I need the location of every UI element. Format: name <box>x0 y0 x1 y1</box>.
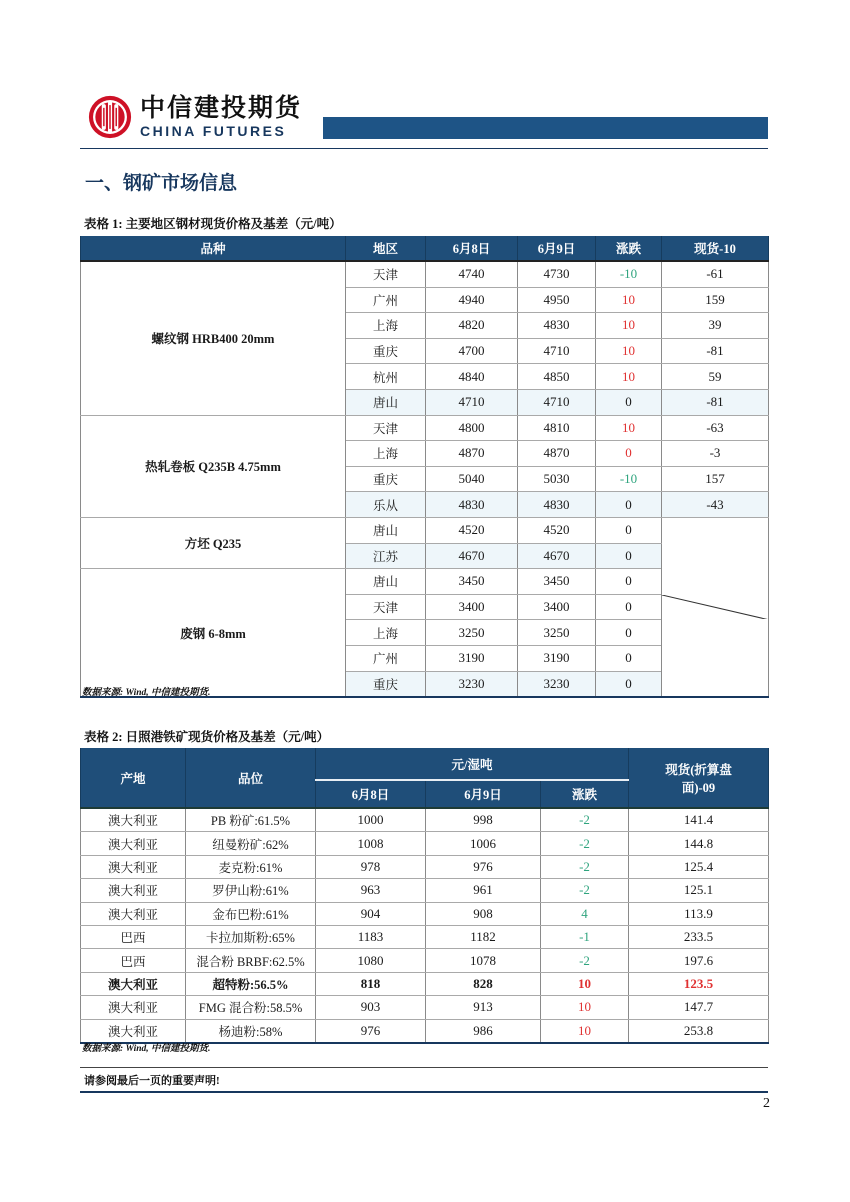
citic-logo-icon <box>88 95 132 139</box>
basis-cell: -3 <box>662 441 769 467</box>
table-row <box>81 996 769 1019</box>
change-cell: 10 <box>541 996 629 1019</box>
region-cell: 江苏 <box>346 543 426 569</box>
price-d9-cell: 961 <box>426 879 541 902</box>
origin-cell: 澳大利亚 <box>81 996 186 1019</box>
grade-cell: 麦克粉:61% <box>186 855 316 878</box>
price-d9-cell: 3190 <box>518 645 596 671</box>
table-row <box>81 832 769 855</box>
basis-cell: 147.7 <box>629 996 769 1019</box>
price-d9-cell: 4670 <box>518 543 596 569</box>
table-row <box>81 517 769 543</box>
product-name-cell: 热轧卷板 Q235B 4.75mm <box>81 415 346 517</box>
price-d8-cell: 3400 <box>426 594 518 620</box>
change-cell: 0 <box>596 492 662 518</box>
price-d8-cell: 4700 <box>426 338 518 364</box>
company-name-en: CHINA FUTURES <box>140 123 287 139</box>
price-d9-cell: 3230 <box>518 671 596 697</box>
price-d8-cell: 4820 <box>426 313 518 339</box>
price-d8-cell: 903 <box>316 996 426 1019</box>
change-cell: -2 <box>541 879 629 902</box>
change-cell: 10 <box>596 364 662 390</box>
price-d8-cell: 978 <box>316 855 426 878</box>
table-row <box>81 808 769 832</box>
price-d8-cell: 904 <box>316 902 426 925</box>
price-d8-cell: 1080 <box>316 949 426 972</box>
basis-cell: -81 <box>662 389 769 415</box>
origin-cell: 澳大利亚 <box>81 1019 186 1043</box>
table2-unit-header: 元/湿吨 <box>316 748 629 780</box>
basis-cell: 159 <box>662 287 769 313</box>
price-d9-cell: 4830 <box>518 313 596 339</box>
table2-title: 表格 2: 日照港铁矿现货价格及基差（元/吨） <box>84 730 330 744</box>
table-row <box>81 415 769 441</box>
region-cell: 广州 <box>346 645 426 671</box>
table1-title: 表格 1: 主要地区钢材现货价格及基差（元/吨） <box>84 217 342 231</box>
table2-body <box>81 808 769 1043</box>
basis-cell: -61 <box>662 261 769 287</box>
change-cell: 0 <box>596 645 662 671</box>
region-cell: 乐从 <box>346 492 426 518</box>
price-d9-cell: 4520 <box>518 517 596 543</box>
change-cell: -10 <box>596 261 662 287</box>
table2-source: 数据来源: Wind, 中信建投期货. <box>82 1044 211 1054</box>
basis-cell: 113.9 <box>629 902 769 925</box>
price-d8-cell: 1008 <box>316 832 426 855</box>
table-row <box>81 972 769 995</box>
empty-diagonal-cell <box>662 517 769 697</box>
change-cell: 10 <box>596 338 662 364</box>
price-d9-cell: 4950 <box>518 287 596 313</box>
basis-cell: 59 <box>662 364 769 390</box>
price-d8-cell: 976 <box>316 1019 426 1043</box>
company-brand <box>88 95 302 139</box>
price-d8-cell: 4740 <box>426 261 518 287</box>
header-banner-bar <box>323 117 768 139</box>
price-d8-cell: 4830 <box>426 492 518 518</box>
change-cell: 0 <box>596 569 662 595</box>
price-d8-cell: 1000 <box>316 808 426 832</box>
footer-divider-thin <box>80 1067 768 1068</box>
company-name <box>140 96 302 138</box>
grade-cell: 卡拉加斯粉:65% <box>186 925 316 948</box>
price-d8-cell: 3190 <box>426 645 518 671</box>
change-cell: 10 <box>596 415 662 441</box>
table1-col-header: 涨跌 <box>596 236 662 261</box>
origin-cell: 澳大利亚 <box>81 855 186 878</box>
price-d9-cell: 5030 <box>518 466 596 492</box>
basis-cell: 144.8 <box>629 832 769 855</box>
price-d9-cell: 1078 <box>426 949 541 972</box>
change-cell: 10 <box>541 1019 629 1043</box>
change-cell: 0 <box>596 517 662 543</box>
change-cell: 0 <box>596 389 662 415</box>
steel-price-table <box>80 236 769 698</box>
table2-header <box>81 748 769 808</box>
basis-cell: 233.5 <box>629 925 769 948</box>
page-number: 2 <box>763 1096 770 1111</box>
change-cell: 4 <box>541 902 629 925</box>
table1-col-header: 地区 <box>346 236 426 261</box>
price-d8-cell: 3230 <box>426 671 518 697</box>
origin-cell: 澳大利亚 <box>81 902 186 925</box>
region-cell: 唐山 <box>346 569 426 595</box>
price-d9-cell: 4850 <box>518 364 596 390</box>
basis-cell: -63 <box>662 415 769 441</box>
region-cell: 天津 <box>346 261 426 287</box>
price-d8-cell: 963 <box>316 879 426 902</box>
basis-cell: 141.4 <box>629 808 769 832</box>
table2-origin-header: 产地 <box>81 748 186 808</box>
price-d8-cell: 818 <box>316 972 426 995</box>
table2-grade-header: 品位 <box>186 748 316 808</box>
grade-cell: 混合粉 BRBF:62.5% <box>186 949 316 972</box>
price-d9-cell: 976 <box>426 855 541 878</box>
origin-cell: 巴西 <box>81 949 186 972</box>
price-d8-cell: 4870 <box>426 441 518 467</box>
price-d9-cell: 4710 <box>518 389 596 415</box>
price-d8-cell: 1183 <box>316 925 426 948</box>
price-d8-cell: 4800 <box>426 415 518 441</box>
change-cell: 0 <box>596 543 662 569</box>
change-cell: -1 <box>541 925 629 948</box>
origin-cell: 澳大利亚 <box>81 879 186 902</box>
price-d9-cell: 986 <box>426 1019 541 1043</box>
price-d8-cell: 4670 <box>426 543 518 569</box>
basis-cell: 125.1 <box>629 879 769 902</box>
grade-cell: 杨迪粉:58% <box>186 1019 316 1043</box>
price-d8-cell: 4940 <box>426 287 518 313</box>
origin-cell: 澳大利亚 <box>81 832 186 855</box>
price-d8-cell: 4710 <box>426 389 518 415</box>
table1-col-header: 现货-10 <box>662 236 769 261</box>
change-cell: 0 <box>596 441 662 467</box>
region-cell: 天津 <box>346 594 426 620</box>
table1-body <box>81 261 769 697</box>
basis-cell: 253.8 <box>629 1019 769 1043</box>
table-row <box>81 925 769 948</box>
price-d9-cell: 4870 <box>518 441 596 467</box>
origin-cell: 澳大利亚 <box>81 808 186 832</box>
price-d9-cell: 828 <box>426 972 541 995</box>
product-name-cell: 螺纹钢 HRB400 20mm <box>81 261 346 415</box>
table1-col-header: 6月8日 <box>426 236 518 261</box>
price-d9-cell: 913 <box>426 996 541 1019</box>
table2-d8-header: 6月8日 <box>316 780 426 808</box>
grade-cell: FMG 混合粉:58.5% <box>186 996 316 1019</box>
table2-basis-header <box>629 748 769 808</box>
table1-col-header: 品种 <box>81 236 346 261</box>
basis-cell: 197.6 <box>629 949 769 972</box>
change-cell: 0 <box>596 620 662 646</box>
region-cell: 上海 <box>346 441 426 467</box>
change-cell: -2 <box>541 855 629 878</box>
region-cell: 上海 <box>346 313 426 339</box>
change-cell: 10 <box>541 972 629 995</box>
grade-cell: 纽曼粉矿:62% <box>186 832 316 855</box>
basis-cell: 125.4 <box>629 855 769 878</box>
price-d9-cell: 3250 <box>518 620 596 646</box>
price-d9-cell: 908 <box>426 902 541 925</box>
basis-cell: 157 <box>662 466 769 492</box>
basis-cell: 39 <box>662 313 769 339</box>
table-row <box>81 902 769 925</box>
price-d9-cell: 4810 <box>518 415 596 441</box>
price-d8-cell: 3250 <box>426 620 518 646</box>
grade-cell: 超特粉:56.5% <box>186 972 316 995</box>
product-name-cell: 方坯 Q235 <box>81 517 346 568</box>
change-cell: 0 <box>596 594 662 620</box>
table2-chg-header: 涨跌 <box>541 780 629 808</box>
price-d9-cell: 3400 <box>518 594 596 620</box>
region-cell: 重庆 <box>346 671 426 697</box>
iron-ore-price-table <box>80 748 769 1044</box>
table-row <box>81 855 769 878</box>
header-divider <box>80 148 768 149</box>
change-cell: -2 <box>541 949 629 972</box>
table1-source: 数据来源: Wind, 中信建投期货. <box>82 688 211 698</box>
table2-basis-header-line2: 面)-09 <box>681 780 716 795</box>
region-cell: 唐山 <box>346 389 426 415</box>
footer-disclaimer: 请参阅最后一页的重要声明! <box>84 1075 220 1087</box>
table1-col-header: 6月9日 <box>518 236 596 261</box>
price-d9-cell: 4710 <box>518 338 596 364</box>
price-d8-cell: 3450 <box>426 569 518 595</box>
region-cell: 天津 <box>346 415 426 441</box>
change-cell: 10 <box>596 287 662 313</box>
origin-cell: 巴西 <box>81 925 186 948</box>
price-d9-cell: 1182 <box>426 925 541 948</box>
table-row <box>81 949 769 972</box>
region-cell: 重庆 <box>346 338 426 364</box>
footer-divider-thick <box>80 1091 768 1093</box>
region-cell: 杭州 <box>346 364 426 390</box>
table-row <box>81 879 769 902</box>
price-d8-cell: 4520 <box>426 517 518 543</box>
region-cell: 唐山 <box>346 517 426 543</box>
region-cell: 重庆 <box>346 466 426 492</box>
diagonal-strike-line <box>662 595 768 620</box>
table2-basis-header-line1: 现货(折算盘 <box>665 762 732 777</box>
table1-header <box>81 236 769 261</box>
price-d9-cell: 1006 <box>426 832 541 855</box>
change-cell: 0 <box>596 671 662 697</box>
basis-cell: -81 <box>662 338 769 364</box>
company-name-cn: 中信建投期货 <box>140 95 303 122</box>
origin-cell: 澳大利亚 <box>81 972 186 995</box>
change-cell: -2 <box>541 832 629 855</box>
region-cell: 上海 <box>346 620 426 646</box>
grade-cell: 金布巴粉:61% <box>186 902 316 925</box>
table2-d9-header: 6月9日 <box>426 780 541 808</box>
price-d9-cell: 998 <box>426 808 541 832</box>
section-title: 一、钢矿市场信息 <box>85 173 238 194</box>
grade-cell: PB 粉矿:61.5% <box>186 808 316 832</box>
change-cell: -10 <box>596 466 662 492</box>
basis-cell: 123.5 <box>629 972 769 995</box>
change-cell: 10 <box>596 313 662 339</box>
price-d8-cell: 4840 <box>426 364 518 390</box>
price-d9-cell: 4830 <box>518 492 596 518</box>
basis-cell: -43 <box>662 492 769 518</box>
table-row <box>81 261 769 287</box>
change-cell: -2 <box>541 808 629 832</box>
price-d9-cell: 3450 <box>518 569 596 595</box>
product-name-cell: 废钢 6-8mm <box>81 569 346 697</box>
region-cell: 广州 <box>346 287 426 313</box>
grade-cell: 罗伊山粉:61% <box>186 879 316 902</box>
price-d8-cell: 5040 <box>426 466 518 492</box>
price-d9-cell: 4730 <box>518 261 596 287</box>
